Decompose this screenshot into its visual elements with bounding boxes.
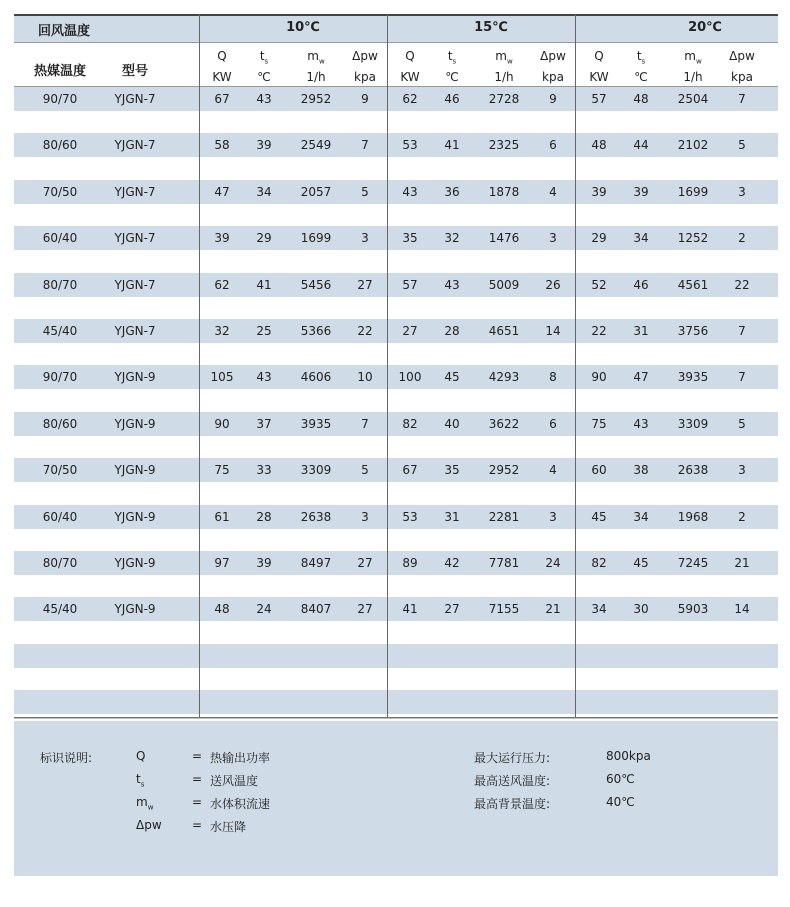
- cell-temp: 90/70: [42, 92, 78, 106]
- cell-value: 2: [738, 231, 746, 246]
- cell-value: 36: [444, 184, 460, 199]
- cell-value: 45: [633, 556, 649, 570]
- cell-value: 90: [214, 416, 230, 431]
- cell-temp: 80/70: [42, 556, 78, 570]
- cell-value: 3: [361, 231, 369, 246]
- legend-equals: =: [192, 749, 203, 763]
- cell-value: 1699: [677, 184, 709, 199]
- cell-value: 10: [357, 370, 373, 385]
- cell-model: YJGN-7: [114, 138, 156, 153]
- cell-value: 4651: [488, 324, 520, 338]
- unit-symbol: Q: [217, 49, 227, 63]
- spec-label: 最高送风温度:: [474, 774, 551, 788]
- cell-temp: 90/70: [42, 370, 78, 385]
- cell-value: 14: [734, 602, 750, 617]
- legend-symbol: Q: [136, 749, 146, 763]
- cell-value: 14: [545, 324, 561, 338]
- cell-value: 1699: [300, 231, 332, 246]
- cell-value: 35: [444, 463, 460, 478]
- legend-panel: [14, 721, 778, 876]
- cell-value: 75: [591, 416, 607, 431]
- cell-value: 21: [734, 556, 750, 570]
- legend-equals: =: [192, 772, 203, 786]
- cell-value: 47: [214, 184, 230, 199]
- unit-label: KW: [589, 70, 609, 84]
- cell-value: 41: [444, 138, 460, 153]
- cell-value: 31: [633, 324, 649, 338]
- cell-value: 2638: [677, 463, 709, 478]
- cell-value: 39: [591, 184, 607, 199]
- cell-value: 3: [738, 184, 746, 199]
- cell-value: 25: [256, 324, 272, 338]
- cell-value: 39: [214, 231, 230, 246]
- cell-value: 32: [444, 231, 460, 246]
- unit-symbol: $m_w$: [684, 49, 702, 66]
- cell-value: 62: [214, 277, 230, 292]
- unit-label: 1/h: [306, 70, 326, 84]
- cell-temp: 70/50: [42, 463, 78, 478]
- cell-model: YJGN-9: [114, 370, 156, 385]
- cell-value: 32: [214, 324, 230, 338]
- unit-symbol: $m_w$: [495, 49, 513, 66]
- unit-symbol: $t_s$: [636, 49, 646, 66]
- cell-value: 27: [402, 324, 418, 338]
- cell-value: 34: [633, 509, 649, 524]
- cell-value: 2728: [488, 92, 520, 106]
- spec-value: 800kpa: [606, 749, 651, 763]
- cell-value: 4: [549, 463, 557, 478]
- cell-value: 2638: [300, 509, 332, 524]
- unit-symbol: Δpw: [540, 49, 566, 63]
- cell-model: YJGN-7: [114, 184, 156, 199]
- cell-value: 39: [633, 184, 649, 199]
- cell-value: 3: [361, 509, 369, 524]
- cell-value: 3935: [300, 416, 332, 431]
- cell-value: 7: [361, 138, 369, 153]
- column-divider: [387, 14, 388, 718]
- column-divider: [575, 14, 576, 718]
- cell-value: 48: [214, 602, 230, 617]
- cell-value: 5456: [300, 277, 332, 292]
- cell-value: 100: [398, 370, 422, 385]
- unit-symbol: Q: [594, 49, 604, 63]
- cell-value: 2281: [488, 509, 520, 524]
- cell-value: 6: [549, 138, 557, 153]
- cell-model: YJGN-9: [114, 416, 156, 431]
- cell-value: 89: [402, 556, 418, 570]
- cell-value: 40: [444, 416, 460, 431]
- cell-value: 62: [402, 92, 418, 106]
- column-divider: [199, 14, 200, 718]
- legend-title: 标识说明:: [40, 751, 93, 765]
- cell-value: 5: [361, 184, 369, 199]
- cell-value: 4606: [300, 370, 332, 385]
- cell-value: 67: [214, 92, 230, 106]
- cell-value: 6: [549, 416, 557, 431]
- cell-value: 34: [256, 184, 272, 199]
- cell-value: 3: [738, 463, 746, 478]
- cell-value: 2057: [300, 184, 332, 199]
- cell-value: 28: [444, 324, 460, 338]
- cell-temp: 45/40: [42, 602, 78, 617]
- header-return-air: 回风温度: [37, 24, 91, 39]
- cell-value: 34: [591, 602, 607, 617]
- legend-symbol: Δpw: [136, 818, 162, 832]
- cell-value: 9: [361, 92, 369, 106]
- cell-value: 53: [402, 509, 418, 524]
- cell-value: 75: [214, 463, 230, 478]
- spec-value: 40℃: [606, 795, 635, 809]
- unit-label: ℃: [634, 70, 648, 84]
- cell-value: 2952: [300, 92, 332, 106]
- cell-value: 45: [591, 509, 607, 524]
- cell-value: 58: [214, 138, 230, 153]
- unit-label: 1/h: [683, 70, 703, 84]
- cell-value: 37: [256, 416, 272, 431]
- cell-value: 97: [214, 556, 230, 570]
- cell-model: YJGN-9: [114, 463, 156, 478]
- cell-value: 57: [402, 277, 418, 292]
- cell-value: 27: [357, 602, 373, 617]
- spec-value: 60℃: [606, 772, 635, 786]
- unit-symbol: $m_w$: [307, 49, 325, 66]
- cell-value: 2102: [677, 138, 709, 153]
- header-model: 型号: [121, 64, 149, 79]
- cell-value: 82: [591, 556, 607, 570]
- cell-value: 4293: [488, 370, 520, 385]
- cell-value: 22: [734, 277, 750, 292]
- legend-equals: =: [192, 795, 203, 809]
- cell-value: 3309: [677, 416, 709, 431]
- cell-value: 28: [256, 509, 272, 524]
- row-stripe: [14, 690, 778, 714]
- cell-model: YJGN-9: [114, 602, 156, 617]
- cell-value: 46: [444, 92, 460, 106]
- cell-temp: 70/50: [42, 184, 78, 199]
- cell-value: 7: [361, 416, 369, 431]
- cell-value: 34: [633, 231, 649, 246]
- cell-temp: 60/40: [42, 509, 78, 524]
- unit-symbol: $t_s$: [259, 49, 269, 66]
- cell-value: 44: [633, 138, 649, 153]
- performance-table: [14, 14, 778, 718]
- unit-label: kpa: [542, 70, 564, 84]
- unit-label: ℃: [445, 70, 459, 84]
- cell-value: 7781: [488, 556, 520, 570]
- cell-value: 33: [256, 463, 272, 478]
- unit-symbol: Δpw: [729, 49, 755, 63]
- cell-value: 8407: [300, 602, 332, 617]
- cell-value: 43: [633, 416, 649, 431]
- cell-value: 2549: [300, 138, 332, 153]
- cell-model: YJGN-7: [114, 92, 156, 106]
- cell-value: 9: [549, 92, 557, 106]
- cell-value: 5: [738, 138, 746, 153]
- header-medium-temp: 热媒温度: [33, 64, 87, 79]
- cell-value: 8497: [300, 556, 332, 570]
- cell-value: 7: [738, 324, 746, 338]
- cell-value: 43: [402, 184, 418, 199]
- cell-value: 24: [256, 602, 272, 617]
- cell-model: YJGN-9: [114, 509, 156, 524]
- legend-description: 水体积流速: [210, 797, 271, 811]
- spec-label: 最大运行压力:: [474, 751, 551, 765]
- cell-value: 39: [256, 138, 272, 153]
- cell-value: 43: [256, 370, 272, 385]
- cell-value: 5: [738, 416, 746, 431]
- cell-model: YJGN-7: [114, 231, 156, 246]
- cell-value: 3756: [677, 324, 709, 338]
- cell-value: 82: [402, 416, 418, 431]
- cell-value: 30: [633, 602, 649, 617]
- cell-value: 3309: [300, 463, 332, 478]
- cell-value: 41: [256, 277, 272, 292]
- cell-value: 42: [444, 556, 460, 570]
- cell-value: 1252: [677, 231, 709, 246]
- cell-temp: 80/60: [42, 416, 78, 431]
- header-group-2: 20℃: [688, 20, 722, 35]
- cell-value: 3: [549, 231, 557, 246]
- legend-description: 送风温度: [210, 774, 259, 788]
- unit-symbol: Q: [405, 49, 415, 63]
- cell-value: 38: [633, 463, 649, 478]
- unit-label: KW: [400, 70, 420, 84]
- cell-value: 67: [402, 463, 418, 478]
- cell-value: 5: [361, 463, 369, 478]
- cell-value: 90: [591, 370, 607, 385]
- cell-value: 5366: [300, 324, 332, 338]
- unit-label: ℃: [257, 70, 271, 84]
- cell-value: 39: [256, 556, 272, 570]
- cell-value: 45: [444, 370, 460, 385]
- cell-value: 22: [357, 324, 373, 338]
- cell-value: 61: [214, 509, 230, 524]
- cell-value: 7: [738, 370, 746, 385]
- cell-value: 1476: [488, 231, 520, 246]
- cell-value: 31: [444, 509, 460, 524]
- unit-label: KW: [212, 70, 232, 84]
- table-bottom-border: [14, 717, 778, 719]
- cell-model: YJGN-7: [114, 277, 156, 292]
- legend-equals: =: [192, 818, 203, 832]
- cell-value: 27: [444, 602, 460, 617]
- cell-value: 1968: [677, 509, 709, 524]
- cell-value: 5903: [677, 602, 709, 617]
- table-header-row: [14, 14, 778, 43]
- cell-value: 35: [402, 231, 418, 246]
- unit-symbol: $t_s$: [447, 49, 457, 66]
- cell-value: 5009: [488, 277, 520, 292]
- cell-temp: 80/60: [42, 138, 78, 153]
- legend-description: 热输出功率: [210, 751, 271, 765]
- cell-value: 8: [549, 370, 557, 385]
- cell-value: 2504: [677, 92, 709, 106]
- cell-value: 29: [256, 231, 272, 246]
- cell-temp: 60/40: [42, 231, 78, 246]
- cell-value: 27: [357, 556, 373, 570]
- cell-value: 47: [633, 370, 649, 385]
- spec-label: 最高背景温度:: [474, 797, 551, 811]
- header-group-1: 15℃: [474, 20, 508, 35]
- cell-value: 22: [591, 324, 607, 338]
- cell-value: 48: [591, 138, 607, 153]
- unit-label: kpa: [731, 70, 753, 84]
- cell-value: 2325: [488, 138, 520, 153]
- legend-symbol: $t_s$: [136, 772, 145, 789]
- unit-label: kpa: [354, 70, 376, 84]
- cell-value: 27: [357, 277, 373, 292]
- cell-value: 43: [444, 277, 460, 292]
- cell-value: 29: [591, 231, 607, 246]
- unit-symbol: Δpw: [352, 49, 378, 63]
- cell-value: 3622: [488, 416, 520, 431]
- cell-value: 52: [591, 277, 607, 292]
- cell-model: YJGN-9: [114, 556, 156, 570]
- cell-temp: 45/40: [42, 324, 78, 338]
- cell-value: 2952: [488, 463, 520, 478]
- cell-value: 43: [256, 92, 272, 106]
- header-group-0: 10℃: [286, 20, 320, 35]
- row-stripe: [14, 644, 778, 668]
- cell-temp: 80/70: [42, 277, 78, 292]
- cell-value: 4561: [677, 277, 709, 292]
- cell-value: 21: [545, 602, 561, 617]
- cell-model: YJGN-7: [114, 324, 156, 338]
- legend-description: 水压降: [210, 820, 247, 834]
- cell-value: 57: [591, 92, 607, 106]
- cell-value: 46: [633, 277, 649, 292]
- cell-value: 48: [633, 92, 649, 106]
- cell-value: 60: [591, 463, 607, 478]
- legend-symbol: $m_w$: [136, 795, 154, 812]
- cell-value: 2: [738, 509, 746, 524]
- cell-value: 26: [545, 277, 561, 292]
- cell-value: 53: [402, 138, 418, 153]
- cell-value: 7245: [677, 556, 709, 570]
- unit-label: 1/h: [494, 70, 514, 84]
- cell-value: 7: [738, 92, 746, 106]
- cell-value: 7155: [488, 602, 520, 617]
- cell-value: 41: [402, 602, 418, 617]
- cell-value: 1878: [488, 184, 520, 199]
- cell-value: 3935: [677, 370, 709, 385]
- cell-value: 24: [545, 556, 561, 570]
- cell-value: 4: [549, 184, 557, 199]
- cell-value: 3: [549, 509, 557, 524]
- cell-value: 105: [210, 370, 234, 385]
